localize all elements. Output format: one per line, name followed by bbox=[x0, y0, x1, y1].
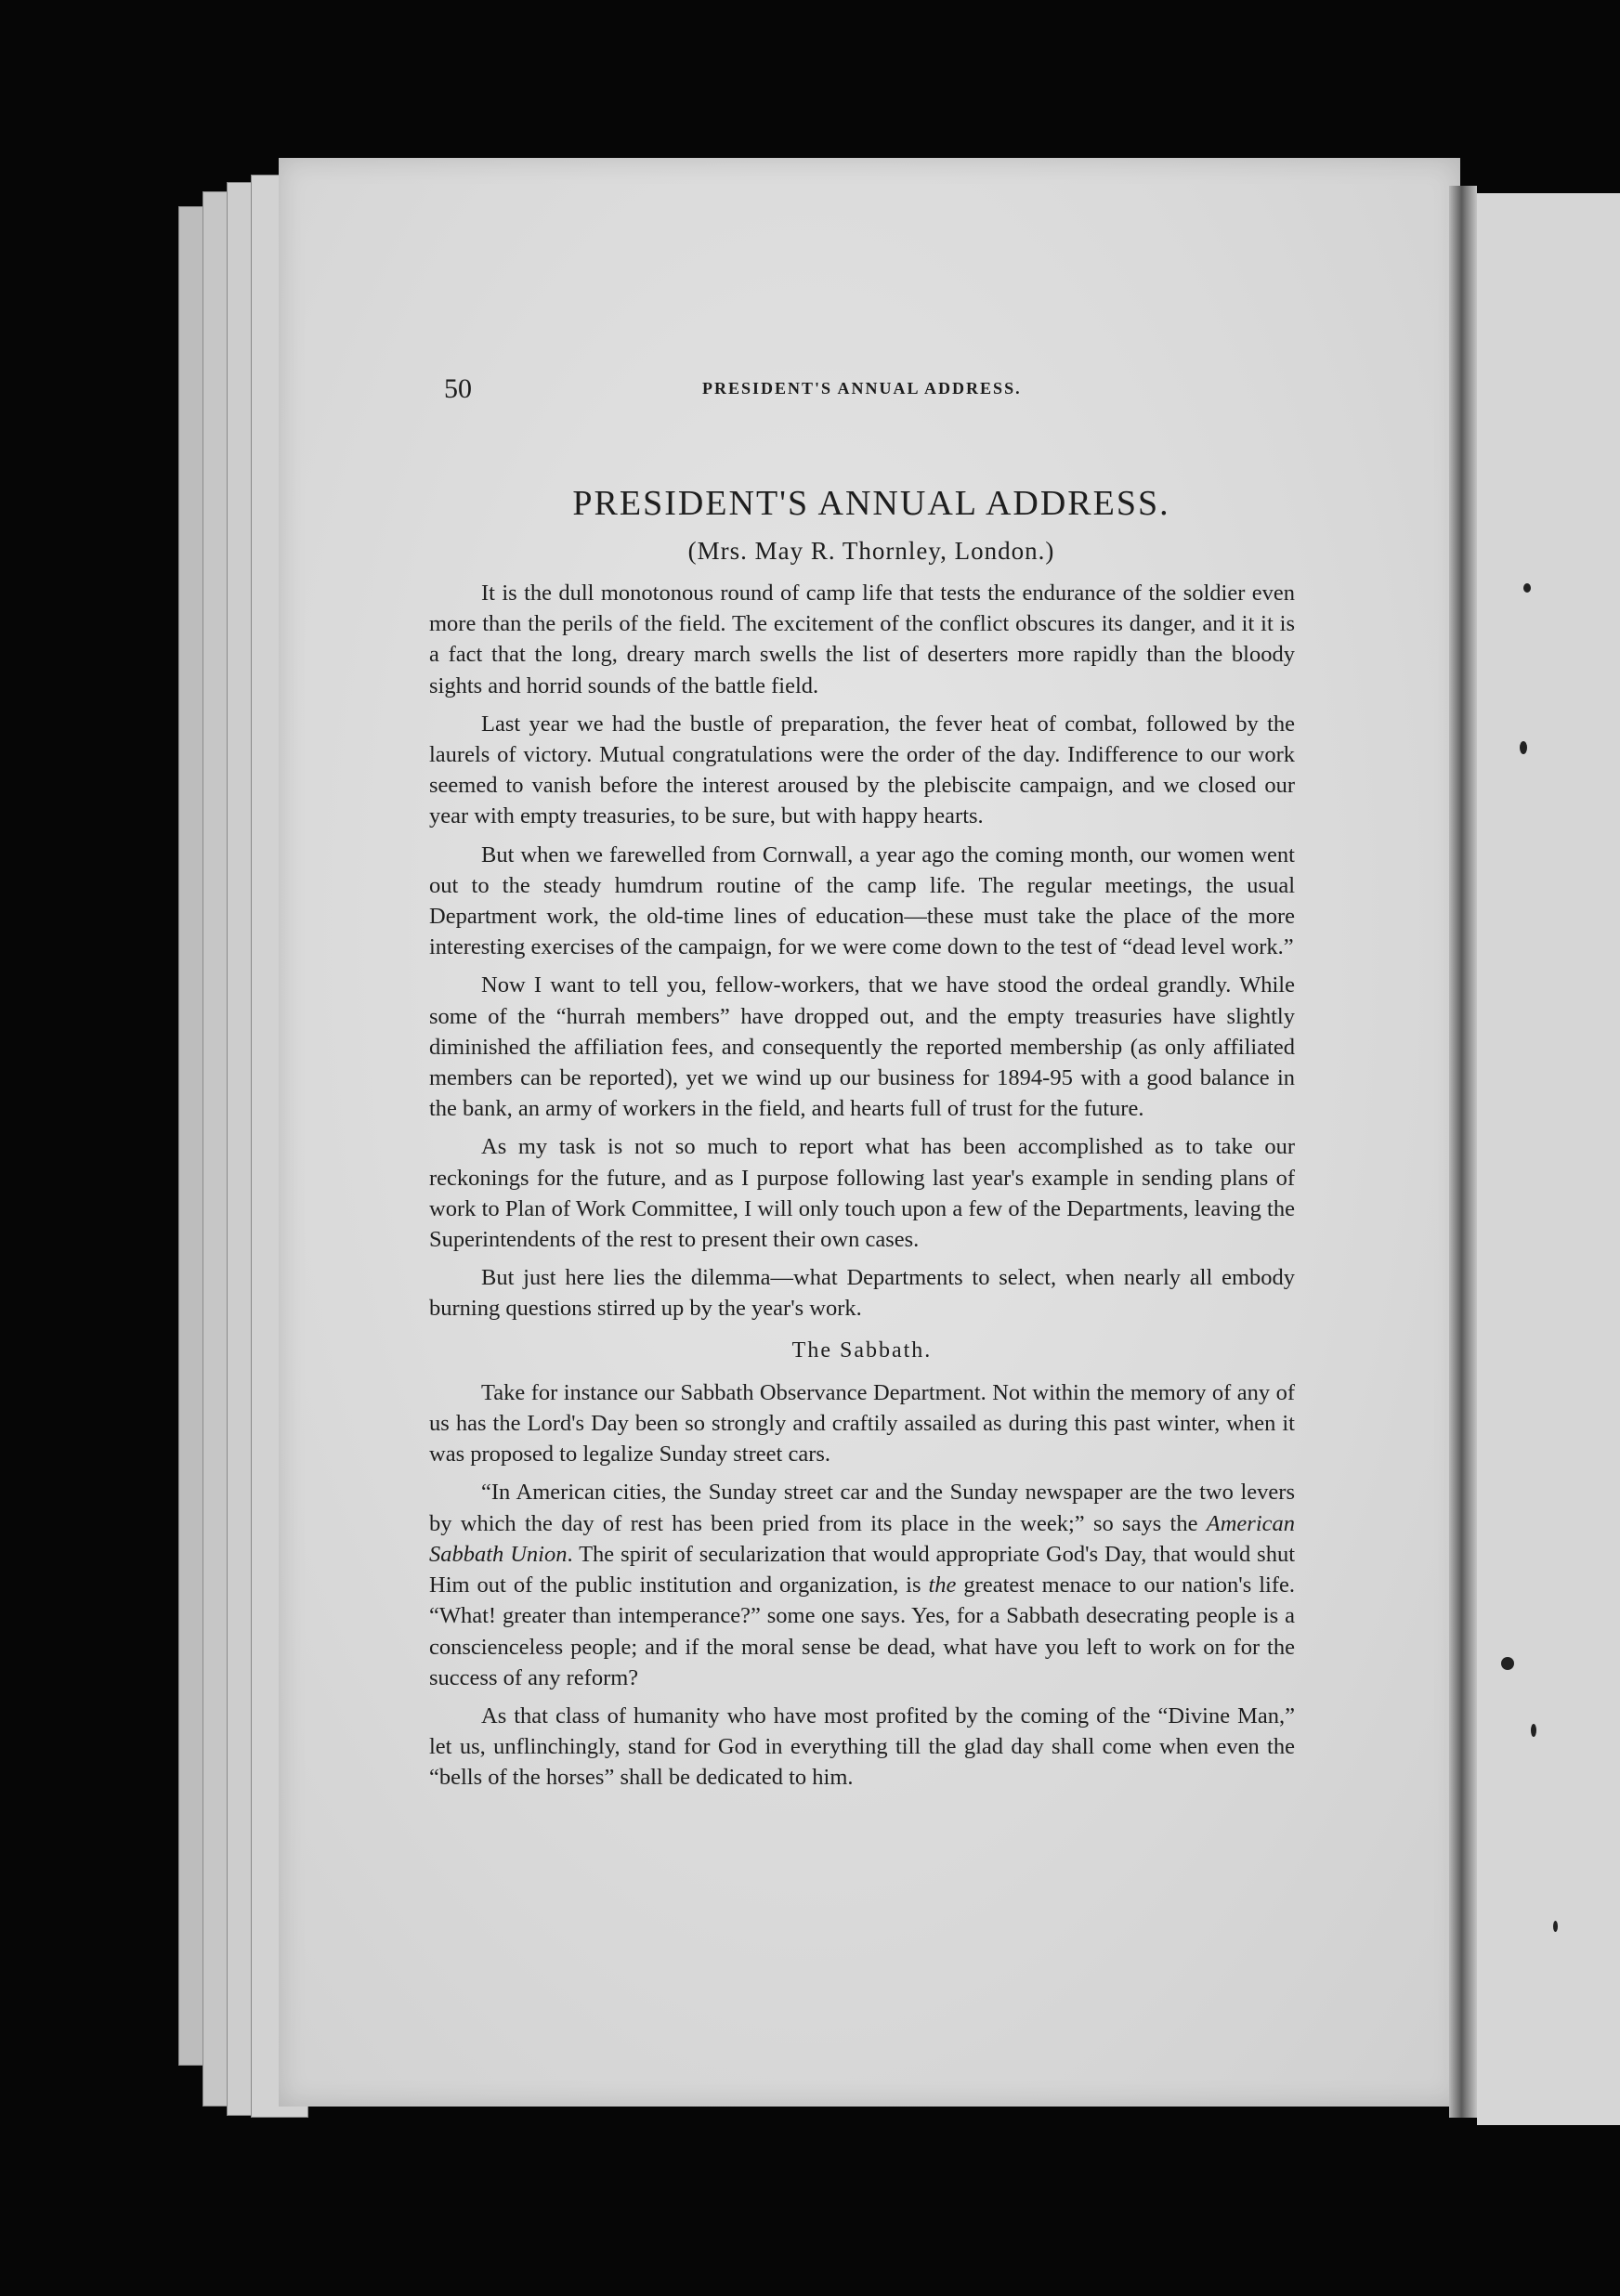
running-head: PRESIDENT'S ANNUAL ADDRESS. bbox=[702, 379, 1022, 398]
paragraph: Last year we had the bustle of preparation, the fever heat of combat, followed by the laurels of victory. Mutual congratulations were the order of the day. Indifference to our work seemed to vanish before the interest aroused by the plebiscite campaign, and we closed our year with empty treasuries, to be sure, but with happy hearts. bbox=[429, 711, 1295, 829]
cited-source: American Sabbath Union bbox=[429, 1510, 1295, 1567]
ink-speck bbox=[1523, 583, 1531, 593]
paragraph: As my task is not so much to report what has been accomplished as to take our reckonings for the future, and as I purpose following last year's example in sending plans of work to Plan of Work Committee, I will only touch upon a few of the Departments, leaving the Superintendents of the rest to present their own cases. bbox=[429, 1134, 1295, 1253]
paragraph: But just here lies the dilemma—what Departments to select, when nearly all embody burning questions stirred up by the year's work. bbox=[429, 1265, 1295, 1322]
emphasized-word: the bbox=[928, 1572, 957, 1598]
paragraph: It is the dull monotonous round of camp life that tests the endurance of the soldier even more than the perils of the field. The excitement of the conflict obscures its danger, and it it is a fact that the long, dreary march swells the list of deserters more rapidly than the bloody sights and horrid sounds of the battle field. bbox=[429, 581, 1295, 698]
ink-speck bbox=[1553, 1921, 1558, 1932]
section-heading: The Sabbath. bbox=[791, 1337, 933, 1363]
paragraph: But when we farewelled from Cornwall, a year ago the coming month, our women went out to the steady humdrum routine of the camp life. The regular meetings, the usual Department work, the old-time lines of education—these must take the place of the more interesting exercises of the campaign, for we were come down to the test of “dead level work.” bbox=[429, 841, 1295, 960]
book-gutter bbox=[1449, 186, 1477, 2118]
paragraph: Take for instance our Sabbath Observance Department. Not within the memory of any of us has the Lord's Day been so strongly and craftily assailed as during this past winter, when it was proposed to legalize Sunday street cars. bbox=[429, 1379, 1295, 1468]
ink-speck bbox=[1520, 741, 1527, 754]
address-body bbox=[429, 578, 1295, 1801]
facing-page bbox=[1477, 193, 1620, 2125]
ink-speck bbox=[1531, 1724, 1536, 1737]
page-number: 50 bbox=[444, 373, 472, 404]
author-byline: (Mrs. May R. Thornley, London.) bbox=[687, 537, 1055, 565]
paragraph: As that class of humanity who have most profited by the coming of the “Divine Man,” let us, unflinchingly, stand for God in everything till the glad day shall come when even the “bells of the horses” shall be dedicated to him. bbox=[429, 1702, 1295, 1791]
address-title: PRESIDENT'S ANNUAL ADDRESS. bbox=[572, 484, 1170, 523]
paragraph: Now I want to tell you, fellow-workers, that we have stood the ordeal grandly. While some of the “hurrah members” have dropped out, and the empty treasuries have slightly diminished the affiliation fees, and consequently the reported membership (as only affiliated members can be reported), yet we wind up our business for 1894-95 with a good balance in the bank, an army of workers in the field, and hearts full of trust for the future. bbox=[429, 972, 1295, 1122]
ink-speck bbox=[1501, 1657, 1514, 1670]
paragraph-text: greatest menace to our nation's life. “What! greater than intemperance?” some one says. Yes, for a Sabbath desecrating people is a conscienceless people; and if the moral sense be dead, what have you left to work on for the success of any reform? bbox=[429, 1572, 1295, 1690]
paragraph-text: . The spirit of secularization that would appropriate God's Day, that would shut Him out of the public institution and organization, is bbox=[429, 1541, 1295, 1598]
page-header bbox=[444, 373, 1280, 405]
paragraph bbox=[429, 1477, 1295, 1692]
paragraph-text: “In American cities, the Sunday street car and the Sunday newspaper are the two levers by which the day of rest has been pried from its place in the week;” so says the bbox=[429, 1480, 1295, 1536]
